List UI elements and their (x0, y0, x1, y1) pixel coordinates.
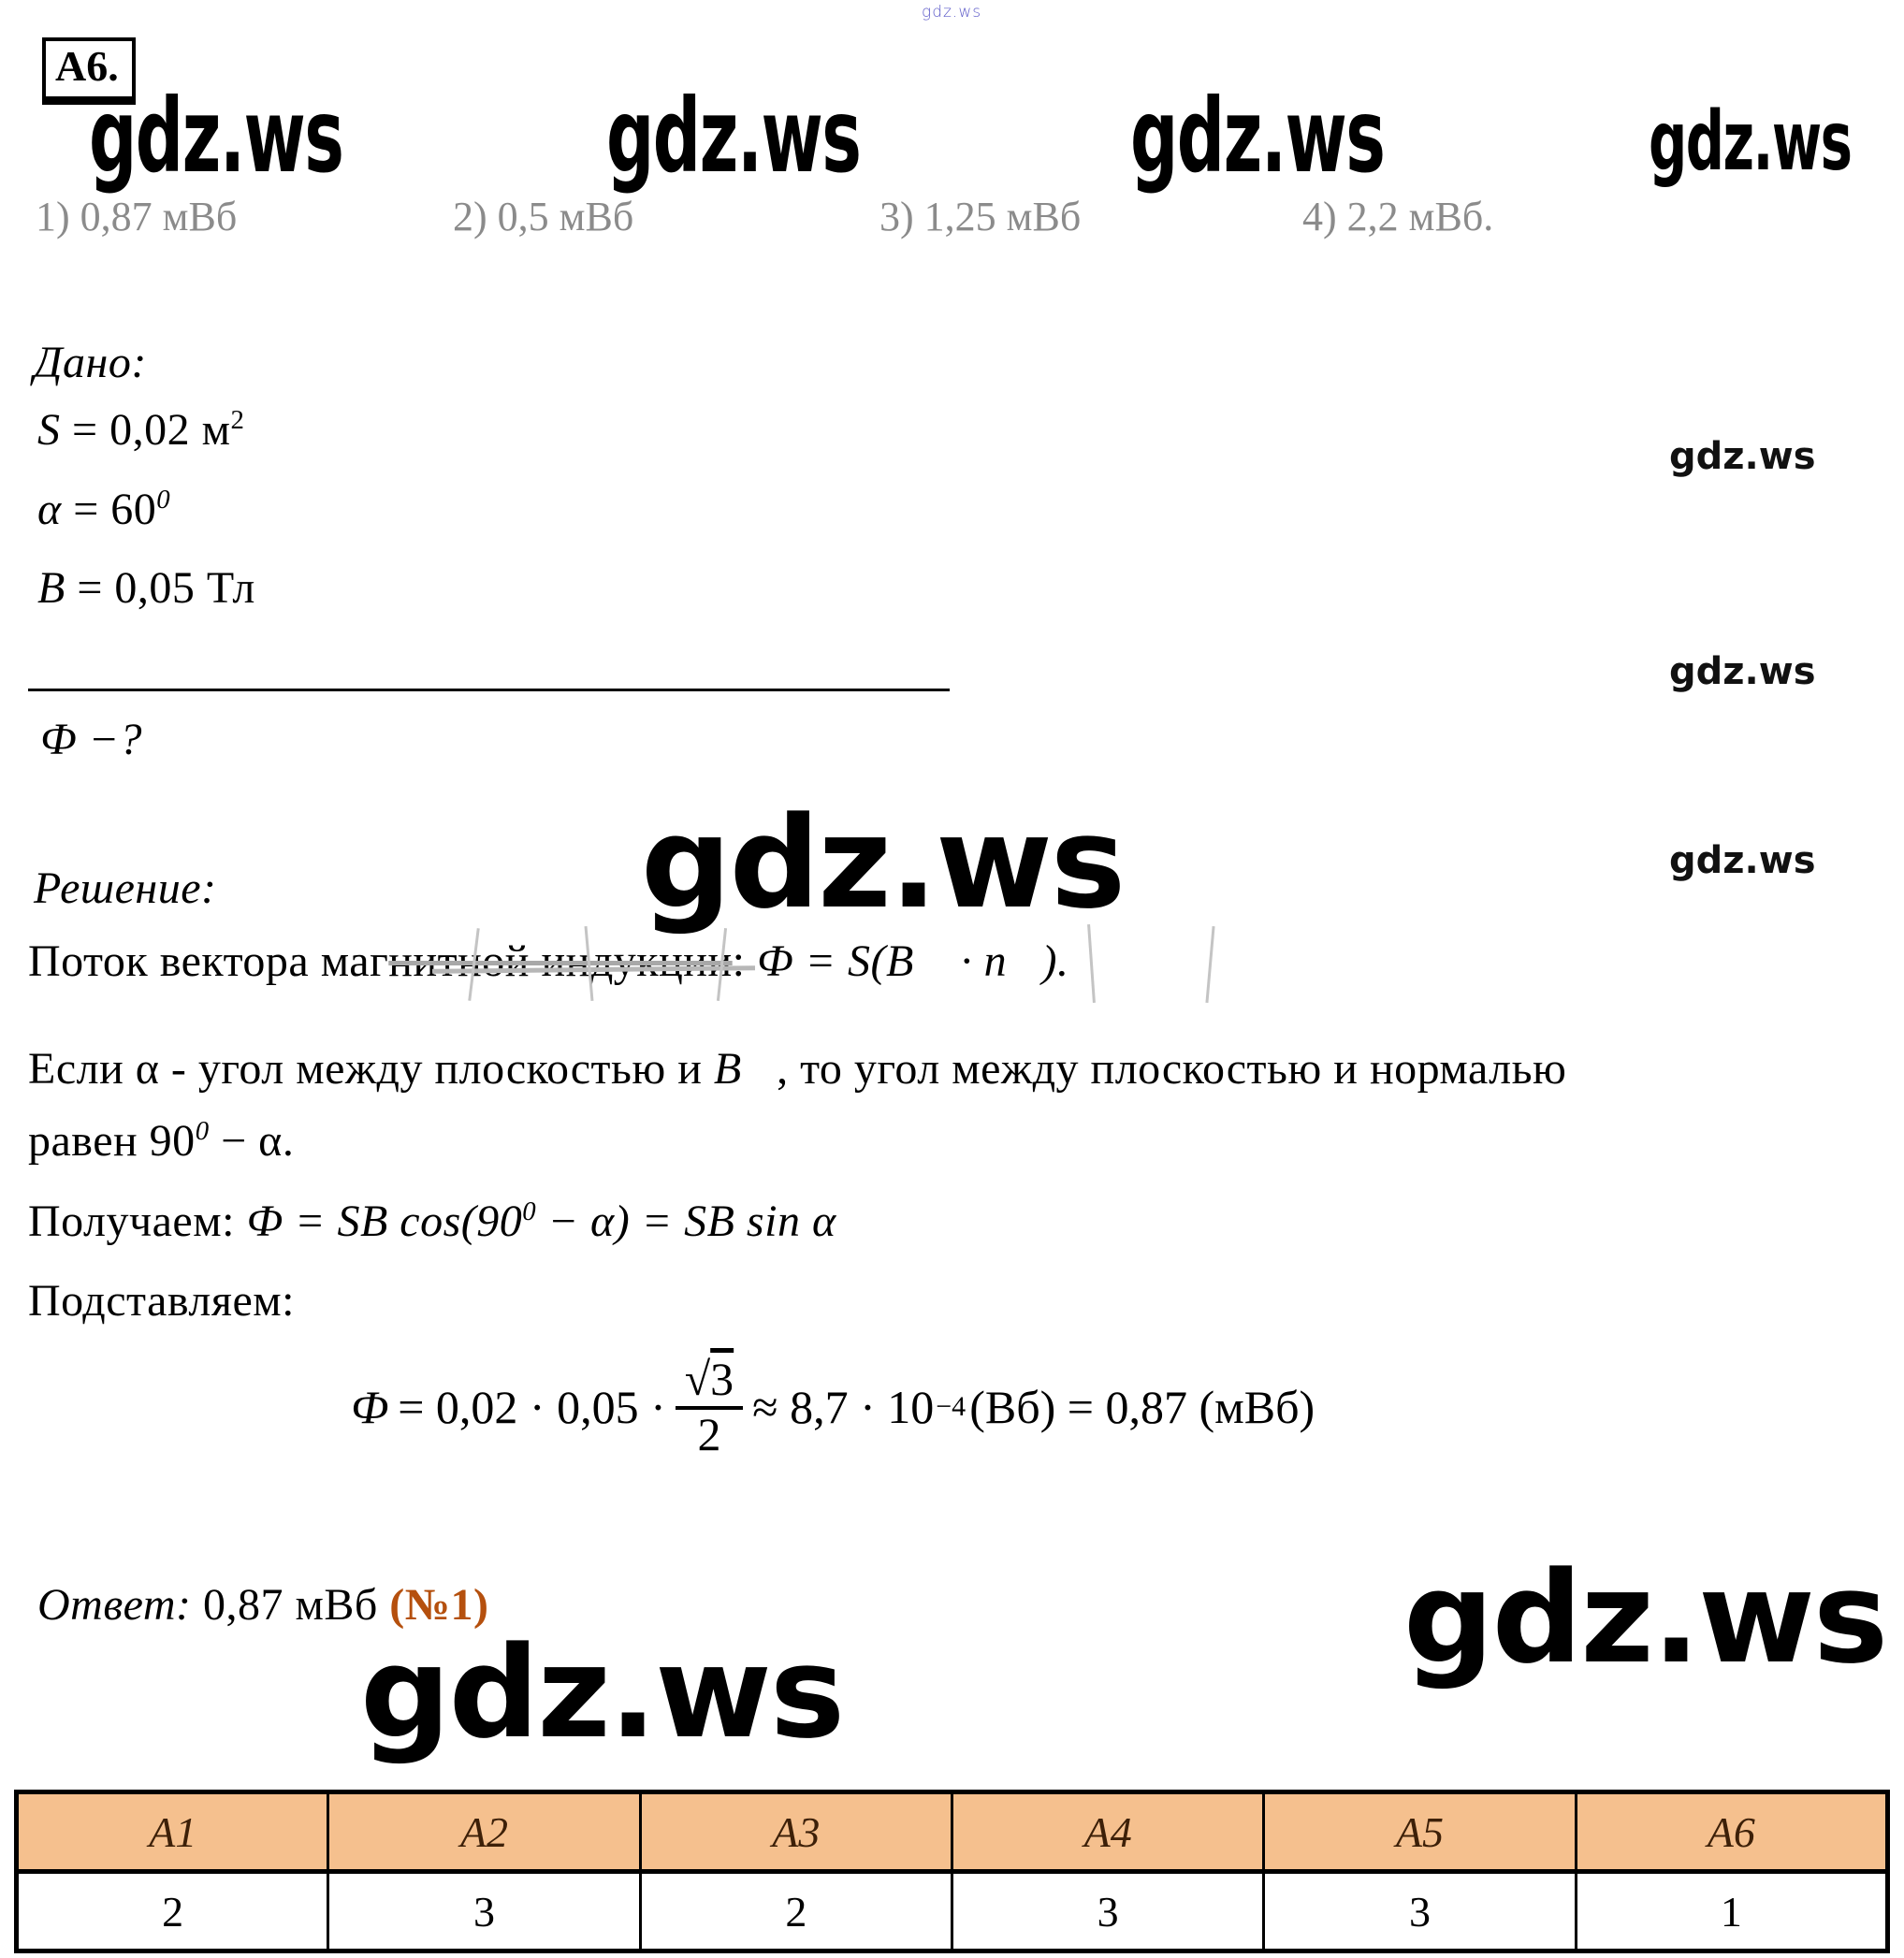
watermark-row-3: gdz.ws (1130, 77, 1385, 196)
answer-number: (№1) (389, 1580, 489, 1630)
watermark-side-1: gdz.ws (1669, 435, 1816, 478)
fraction-sqrt3-over-2: $\frac{√3}{2}$ (676, 1355, 743, 1458)
given-separator-rule (28, 689, 950, 691)
var-s: S (37, 405, 61, 455)
table-header-a1: А1 (17, 1792, 328, 1872)
table-header-a2: А2 (328, 1792, 640, 1872)
derivation-line: Получаем: Ф = SB $\cos(90^0 - \alpha)$ = SB sin α (28, 1197, 836, 1246)
answer-option-2: 2) 0,5 мВб (453, 194, 634, 239)
results-table (14, 1790, 1890, 1953)
answer-option-3: 3) 1,25 мВб (879, 194, 1082, 239)
table-value-a6: 1 (1576, 1872, 1887, 1951)
watermark-row-4: gdz.ws (1649, 94, 1852, 190)
problem-label: А6. (42, 37, 136, 105)
find-quantity: Ф −? (40, 715, 142, 764)
var-b: B (37, 563, 65, 613)
given-angle: $\alpha = 60^0$ (37, 485, 171, 534)
table-header-a4: А4 (952, 1792, 1263, 1872)
table-header-a6: А6 (1576, 1792, 1887, 1872)
flux-formula: Ф = S(B⃗ · n⃗). (757, 936, 1069, 986)
table-value-a2: 3 (328, 1872, 640, 1951)
table-value-a3: 2 (640, 1872, 952, 1951)
answer-label: Ответ: (37, 1580, 192, 1630)
results-table-value-row (17, 1872, 1888, 1951)
watermark-bottom-right-big: gdz.ws (1403, 1545, 1887, 1691)
table-value-a1: 2 (17, 1872, 328, 1951)
final-formula: Ф = 0,02 · 0,05 · $\frac{√3}{2}$ ≈ 8,7 · 10 −4 (Вб) = 0,87 (мВб) (351, 1353, 1315, 1460)
watermark-tiny: gdz.ws (922, 3, 982, 22)
given-title: Дано: (34, 338, 147, 387)
condition-line-1: Если α - угол между плоскостью и B⃗, то угол между плоскостью и нормалью (28, 1044, 1567, 1094)
table-header-a3: А3 (640, 1792, 952, 1872)
watermark-row-1: gdz.ws (89, 77, 343, 196)
results-table-header-row (17, 1792, 1888, 1872)
answer-option-1: 1) 0,87 мВб (36, 194, 238, 239)
watermark-bottom-left-big: gdz.ws (360, 1619, 844, 1766)
flux-definition-line: Поток вектора магнитной индукции: Ф = S(B⃗ · n⃗). (28, 936, 1069, 986)
watermark-side-3: gdz.ws (1669, 839, 1816, 882)
substitute-label: Подставляем: (28, 1276, 295, 1326)
table-value-a4: 3 (952, 1872, 1263, 1951)
given-area: S = 0,02 $м^2$ (37, 405, 245, 455)
given-induction: B = 0,05 Тл (37, 563, 255, 613)
watermark-side-2: gdz.ws (1669, 650, 1816, 693)
condition-line-2: равен $90^0 - \alpha$. (28, 1116, 295, 1166)
watermark-center-big: gdz.ws (641, 790, 1125, 936)
table-header-a5: А5 (1264, 1792, 1576, 1872)
var-alpha: α (37, 485, 62, 534)
watermark-row-2: gdz.ws (606, 77, 861, 196)
table-value-a5: 3 (1264, 1872, 1576, 1951)
solution-title: Решение: (34, 863, 217, 913)
answer-value: 0,87 мВб (191, 1580, 390, 1630)
answer-option-4: 4) 2,2 мВб. (1302, 194, 1494, 239)
